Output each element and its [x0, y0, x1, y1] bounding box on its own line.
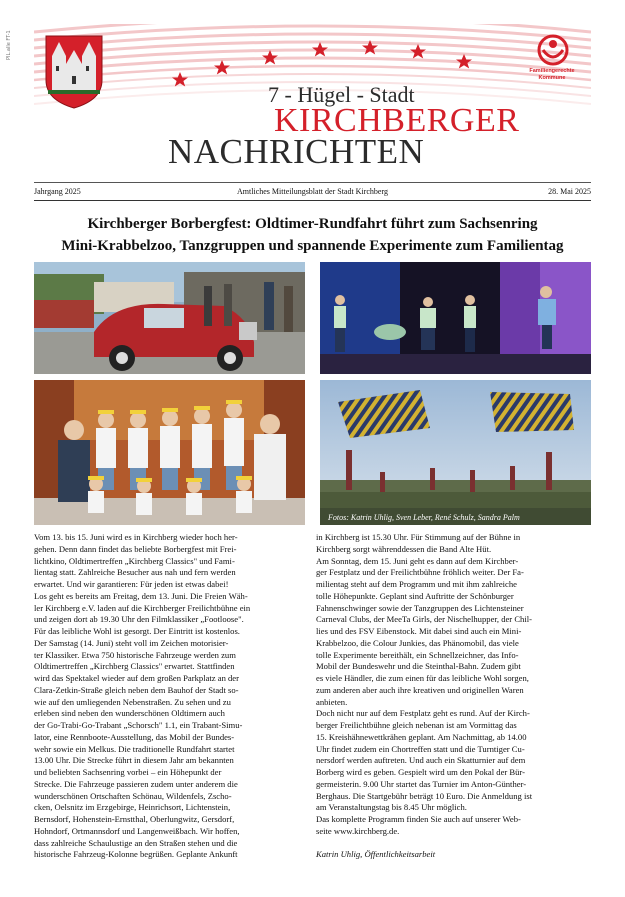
article-line: zum anderen aber auch ihre kreativen und originellen Waren [316, 684, 524, 695]
article-line: seite www.kirchberg.de. [316, 825, 400, 836]
headline-line-2: Mini-Krabbelzoo, Tanzgruppen und spannende Experimente zum Familientag [61, 238, 564, 254]
article-line: Borberg wird es geben. Gespielt wird um den Pokal der Bür- [316, 767, 525, 777]
article-line: Strecke. Die Fahrzeuge passieren zudem unter anderem die [34, 778, 238, 789]
article-line: der Go-Trabi-Go-Trabant „Schorsch" 1.1, ein Trabant-Simu- [34, 720, 243, 730]
family-badge-label: Familiengerechte Kommune [529, 68, 575, 81]
article-line: ler Kirchberg e.V. laden auf die Kirchberger Freilichtbühne ein [34, 602, 251, 613]
article-line: wehr sowie ein Melkus. Die traditionelle Rundfahrt startet [34, 743, 235, 754]
article-line: wunderschönen Ortschaften Schönau, Wildenfels, Zscho- [34, 790, 232, 801]
publisher-label: Amtliches Mitteilungsblatt der Stadt Kirchberg [237, 187, 388, 196]
article-line: milientag steht auf dem Programm und mit ihm zahlreiche [316, 579, 517, 589]
article-line: historische Fahrzeug-Kolonne begrüßen. Geplante Ankunft [34, 849, 238, 860]
coat-of-arms-icon [46, 36, 102, 108]
rule-bottom [34, 200, 591, 201]
article-line: wie auf den umliegenden Nebenstraßen. Zu sehen und zu [34, 696, 231, 707]
article-line: berger Freilichtbühne gleich nebenan ist am Vormittag das [316, 720, 517, 730]
article-column-left [34, 532, 309, 861]
article-line: erwartet. Und wir garantieren: Für jeden ist etwas dabei! [34, 579, 229, 589]
headline-line-1: Kirchberger Borbergfest: Oldtimer-Rundfahrt führt zum Sachsenring [87, 216, 538, 232]
article-line: Kirchberg sorgt währenddessen die Band Alte Hüt. [316, 543, 492, 554]
photo-flag-wavers [320, 380, 591, 525]
article-line: cken, Oelsnitz im Erzgebirge, Heinrichsort, Lichtenstein, [34, 802, 231, 813]
article-author: Katrin Uhlig, Öffentlichkeitsarbeit [316, 848, 436, 859]
photo-children-group [34, 380, 305, 525]
article-line: Der Samstag (14. Juni) steht voll im Zeichen motorisier- [34, 637, 229, 648]
article-line: es viele Händler, die zum einen für das leibliche Wohl sorgen, [316, 673, 529, 683]
article-line: Am Sonntag, dem 15. Juni geht es dann auf dem Kirchber- [316, 555, 519, 566]
article-line: und beliebten Sachsenring vorbei – ein Höhepunkt der [34, 767, 222, 777]
spacer [316, 838, 591, 849]
article-line: lientag statt. Zahlreiche Besucher aus nah und fern werden [34, 567, 236, 578]
article-line: 13.00 Uhr. Die Strecke führt in diesem Jahr am bekannten [34, 755, 234, 766]
masthead-title-nachrichten: NACHRICHTEN [168, 132, 425, 171]
star-icon [312, 42, 328, 57]
article-line: Berghaus. Die Startgebühr beträgt 10 Euro. Die Anmeldung ist [316, 790, 533, 801]
star-icon [262, 50, 278, 65]
article-line: germeisterin. 9.00 Uhr startet das Turnier im Anton-Günther- [316, 778, 527, 789]
article-line: dass zahlreiche Schaulustige an den Straßen stehen und die [34, 837, 238, 848]
masthead-title-kirchberger: KIRCHBERGER [274, 102, 520, 139]
article-line: Für das leibliche Wohl ist gesorgt. Der Eintritt ist kostenlos. [34, 626, 240, 636]
article-line: lichtkino, Oldtimertreffen „Kirchberg Classics" und Fami- [34, 555, 235, 566]
masthead-tagline: 7 - Hügel - Stadt [268, 82, 415, 107]
issue-date: 28. Mai 2025 [548, 187, 591, 196]
article-column-right [316, 532, 591, 860]
article-line: lies und des FSV Eibenstock. Mit dabei sind auch ein Mini- [316, 626, 522, 636]
article-line: ger Festplatz und der Freilichtbühne fröhlich weiter. Der Fa- [316, 567, 524, 578]
article-line: Krabbelzoo, die Colour Junkies, das Phänomobil, das viele [316, 637, 519, 648]
article-line: lator, eine Rennboote-Ausstellung, das Mobil der Bundes- [34, 731, 235, 742]
article-line: tolle Experimente bereithält, ein Schnellzeichner, das Info- [316, 649, 519, 660]
star-icon [410, 44, 426, 59]
article-line: Fahnenschwinger sowie der Tanzgruppen des Lichtensteiner [316, 602, 524, 613]
article-line: am Veranstaltungstag bis 8.45 Uhr möglich. [316, 802, 467, 813]
star-icon [456, 54, 472, 69]
article-line: 15. Kreishähnewettkrähen geplant. Am Nachmittag, ab 14.00 [316, 731, 527, 742]
article-line: wird das Spektakel wieder auf dem großen Parkplatz an der [34, 673, 239, 683]
article-line: Uhr findet zudem ein Chortreffen statt und die Turntiger Cu- [316, 743, 525, 754]
photo-oldtimer-car [34, 262, 305, 374]
star-icon [214, 60, 230, 75]
article-line: Doch nicht nur auf dem Festplatz geht es rund. Auf der Kirch- [316, 708, 530, 719]
article-line: Carneval Clubs, der MeeTa Girls, der Nischelhupper, der Chil- [316, 614, 532, 625]
article-line: ter Klassiker. Etwa 750 historische Fahrzeuge werden zum [34, 649, 236, 660]
volume-label: Jahrgang 2025 [34, 187, 81, 196]
rule-top [34, 182, 591, 183]
article-line: anbieten. [316, 696, 348, 707]
article-line: in Kirchberg ist 15.30 Uhr. Für Stimmung auf der Bühne in [316, 532, 521, 542]
article-line: erleben sind neben den wunderschönen Oldtimern auch [34, 708, 225, 719]
article-line: Los geht es bereits am Freitag, dem 13. Juni. Die Freien Wäh- [34, 590, 248, 601]
star-row [172, 40, 472, 87]
article-line: gehen. Denn dann findet das beliebte Borbergfest mit Frei- [34, 543, 237, 554]
article-line: Hohndorf, Ortmannsdorf und Langenweißbach. Wir hoffen, [34, 825, 240, 836]
photo-caption: Fotos: Katrin Uhlig, Sven Leber, René Schulz, Sandra Palm [328, 513, 520, 522]
article-line: nersdorf werden auftreten. Und auch ein Skatturnier auf dem [316, 755, 526, 766]
photo-stage-dancers [320, 262, 591, 374]
article-line: Clara-Zetkin-Straße gleich neben dem Bauhof der Stadt so- [34, 684, 239, 695]
article-line: und zeigen dort ab 19.30 Uhr den Filmklassiker „Footloose". [34, 614, 244, 625]
article-line: Vom 13. bis 15. Juni wird es in Kirchberg wieder hoch her- [34, 532, 238, 542]
article-line: Das komplette Programm finden Sie auch auf unserer Web- [316, 814, 521, 824]
imprint-code: PIL.alle FT-1 [6, 30, 12, 60]
article-line: Mobil der Bundeswehr und die Steinthal-Bahn. Zudem gibt [316, 661, 521, 672]
article-line: Oldtimertreffen „Kirchberg Classics" erwartet. Stattfinden [34, 661, 235, 672]
article-line: tolle Höhepunkte. Geplant sind Auftritte der Schönburger [316, 590, 514, 601]
article-line: Bernsdorf, Hohenstein-Ernstthal, Oberlungwitz, Gersdorf, [34, 814, 235, 824]
